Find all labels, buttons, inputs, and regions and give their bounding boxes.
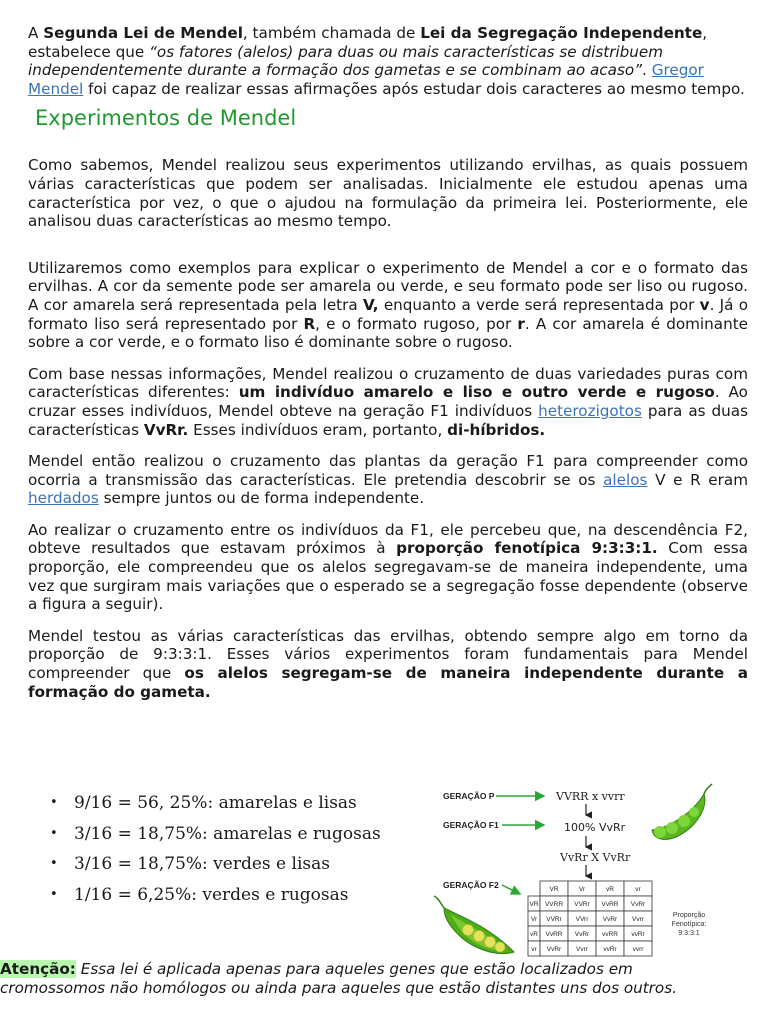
bold-text: os alelos segregam-se de maneira independente durante a formação do gameta. [28, 664, 749, 701]
text: V e R eram [647, 470, 748, 489]
gamete-header: vR [530, 931, 538, 938]
genotype-cell: Vvrr [632, 916, 644, 923]
text: foi capaz de realizar essas afirmações após estudar dois caracteres ao mesmo tempo. [83, 79, 745, 98]
gamete-header: vr [635, 886, 641, 893]
link-herdados[interactable]: herdados [28, 489, 99, 508]
genotype-cell: vvRr [631, 931, 645, 938]
list-item: • 3/16 = 18,75%: verdes e lisas [50, 849, 442, 880]
bold-text: R [303, 314, 316, 333]
text: , também chamada de [242, 24, 421, 42]
text: enquanto a verde será representada por [378, 295, 700, 314]
bold-text: v [699, 295, 710, 314]
list-item: • 1/16 = 6,25%: verdes e rugosas [50, 880, 442, 911]
bold-text: di-híbridos. [447, 420, 546, 439]
article [28, 24, 748, 701]
proportion-label-1: Proporção [672, 912, 706, 919]
gamete-header: Vr [578, 886, 586, 893]
gamete-header: vr [531, 946, 537, 953]
genotype-cell: Vvrr [576, 946, 588, 953]
genotype-cell: VvRr [602, 916, 618, 923]
genotype-cell: VvRr [546, 946, 562, 953]
attention-note [0, 960, 720, 997]
genotype-cell: VvRR [545, 931, 563, 938]
text: sempre juntos ou de forma independente. [98, 489, 425, 508]
text: , estabelece que [28, 24, 708, 61]
genotype-cell: VVRR [544, 901, 564, 908]
link-gregor-mendel[interactable]: Gregor Mendel [28, 61, 704, 98]
paragraph-4 [28, 452, 748, 508]
text: Mendel então realizou o cruzamento das plantas da geração F1 para compreender como ocorria a transmissão das características. Ele pretendia descobrir se os [28, 452, 748, 489]
punnett-square [528, 881, 652, 956]
section-heading: Experimentos de Mendel [35, 106, 297, 131]
genotype-cell: vvRR [602, 931, 618, 938]
dihybrid-cross-diagram [416, 780, 716, 960]
genotype-cell: VvRR [601, 901, 619, 908]
bold-text: Segunda Lei de Mendel [43, 24, 243, 42]
text: Esses indivíduos eram, portanto, [188, 420, 448, 439]
bold-text: V, [362, 295, 379, 314]
text: Com base nessas informações, Mendel realizou o cruzamento de duas variedades puras com características diferentes: [28, 364, 748, 402]
paragraph-1: Como sabemos, Mendel realizou seus experimentos utilizando ervilhas, as quais possuem várias características que podem ser analisadas. Inicialmente ele estudou apenas uma característica por vez, o que o ajudou na formulação da primeira lei. Posteriormente, ele analisou duas características ao mesmo tempo. [28, 156, 748, 231]
label-generation-f1: GERAÇÃO F1 [443, 820, 499, 830]
law-quote: “os fatores (alelos) para duas ou mais características se distribuem independentemente durante a formação dos gametas e se combinam ao acaso” [28, 42, 664, 80]
attention-label: Atenção: [0, 960, 76, 978]
attention-text: Essa lei é aplicada apenas para aqueles genes que estão localizados em cromossomos não homólogos ou ainda para aqueles que estão distantes uns dos outros. [0, 960, 677, 997]
label-generation-f2: GERAÇÃO F2 [443, 880, 499, 890]
text: . Ao cruzar esses indivíduos, Mendel obteve na geração F1 indivíduos [28, 383, 748, 420]
text: . A cor amarela é dominante sobre a cor verde, e o formato liso é dominante sobre o rugoso. [28, 314, 748, 352]
gamete-header: Vr [530, 916, 538, 923]
link-alelos[interactable]: alelos [603, 470, 648, 489]
text: , e o formato rugoso, por [315, 314, 518, 333]
paragraph-3 [28, 365, 748, 439]
cross-p-text: VVRR x vvrr [556, 790, 625, 803]
list-item: • 3/16 = 18,75%: amarelas e rugosas [50, 819, 442, 850]
bold-text: um indivíduo amarelo e liso e outro verde e rugoso [238, 383, 715, 402]
list-item: • 9/16 = 56, 25%: amarelas e lisas [50, 788, 442, 819]
bold-text: r [517, 314, 525, 333]
genotype-cell: VvRr [574, 931, 590, 938]
gamete-header: vR [606, 886, 614, 893]
f1-result-text: 100% VvRr [564, 821, 626, 834]
text: Ao realizar o cruzamento entre os indivíduos da F1, ele percebeu que, na descendência F2, obteve resultados que estavam próximos à [28, 520, 748, 558]
paragraph-6 [28, 627, 748, 701]
link-heterozigotos[interactable]: heterozigotos [538, 401, 642, 420]
paragraph-5 [28, 521, 748, 614]
text: . [642, 61, 652, 80]
intro-paragraph [28, 24, 748, 98]
gamete-header: VR [549, 886, 559, 893]
genotype-cell: VVRr [546, 916, 562, 923]
pea-pod-icon [434, 896, 514, 954]
genotype-cell: vvRr [603, 946, 617, 953]
text: A [28, 24, 44, 42]
genotype-cell: VVRr [574, 901, 590, 908]
genotype-cell: VVrr [575, 916, 589, 923]
figure-area [0, 770, 740, 960]
text: Utilizaremos como exemplos para explicar o experimento de Mendel a cor e o formato das ervilhas. A cor da semente pode ser amarela ou verde, e seu formato pode ser liso ou rugoso. A cor amarela será representada pela letra [28, 258, 748, 314]
proportion-label-2: Fenotípica: [671, 921, 707, 928]
cross-f1-text: VvRr X VvRr [560, 851, 631, 864]
text: Mendel testou as várias características das ervilhas, obtendo sempre algo em torno da proporção de 9:3:3:1. Esses vários experimentos foram fundamentais para Mendel compreender que [28, 626, 748, 683]
proportion-list [50, 788, 442, 910]
label-generation-p: GERAÇÃO P [443, 791, 495, 801]
genotype-cell: VvRr [630, 901, 646, 908]
bold-text: VvRr. [143, 420, 189, 439]
text: . Já o formato liso será representado por [28, 295, 749, 333]
paragraph-2 [28, 259, 748, 352]
text: Com essa proporção, ele compreendeu que os alelos segregavam-se de maneira independente, uma vez que surgiram mais variações que o esperado se a segregação fosse dependente (observe a figura a seguir). [28, 539, 748, 614]
bold-text: Lei da Segregação Independente [420, 24, 703, 42]
arrow-icon [502, 885, 520, 894]
pea-pod-icon [652, 784, 712, 839]
proportion-label-3: 9:3:3:1 [678, 930, 700, 937]
bold-text: proporção fenotípica 9:3:3:1. [396, 539, 658, 558]
genotype-cell: vvrr [632, 946, 644, 953]
text: para as duas características [28, 401, 748, 439]
gamete-header: VR [529, 901, 539, 908]
